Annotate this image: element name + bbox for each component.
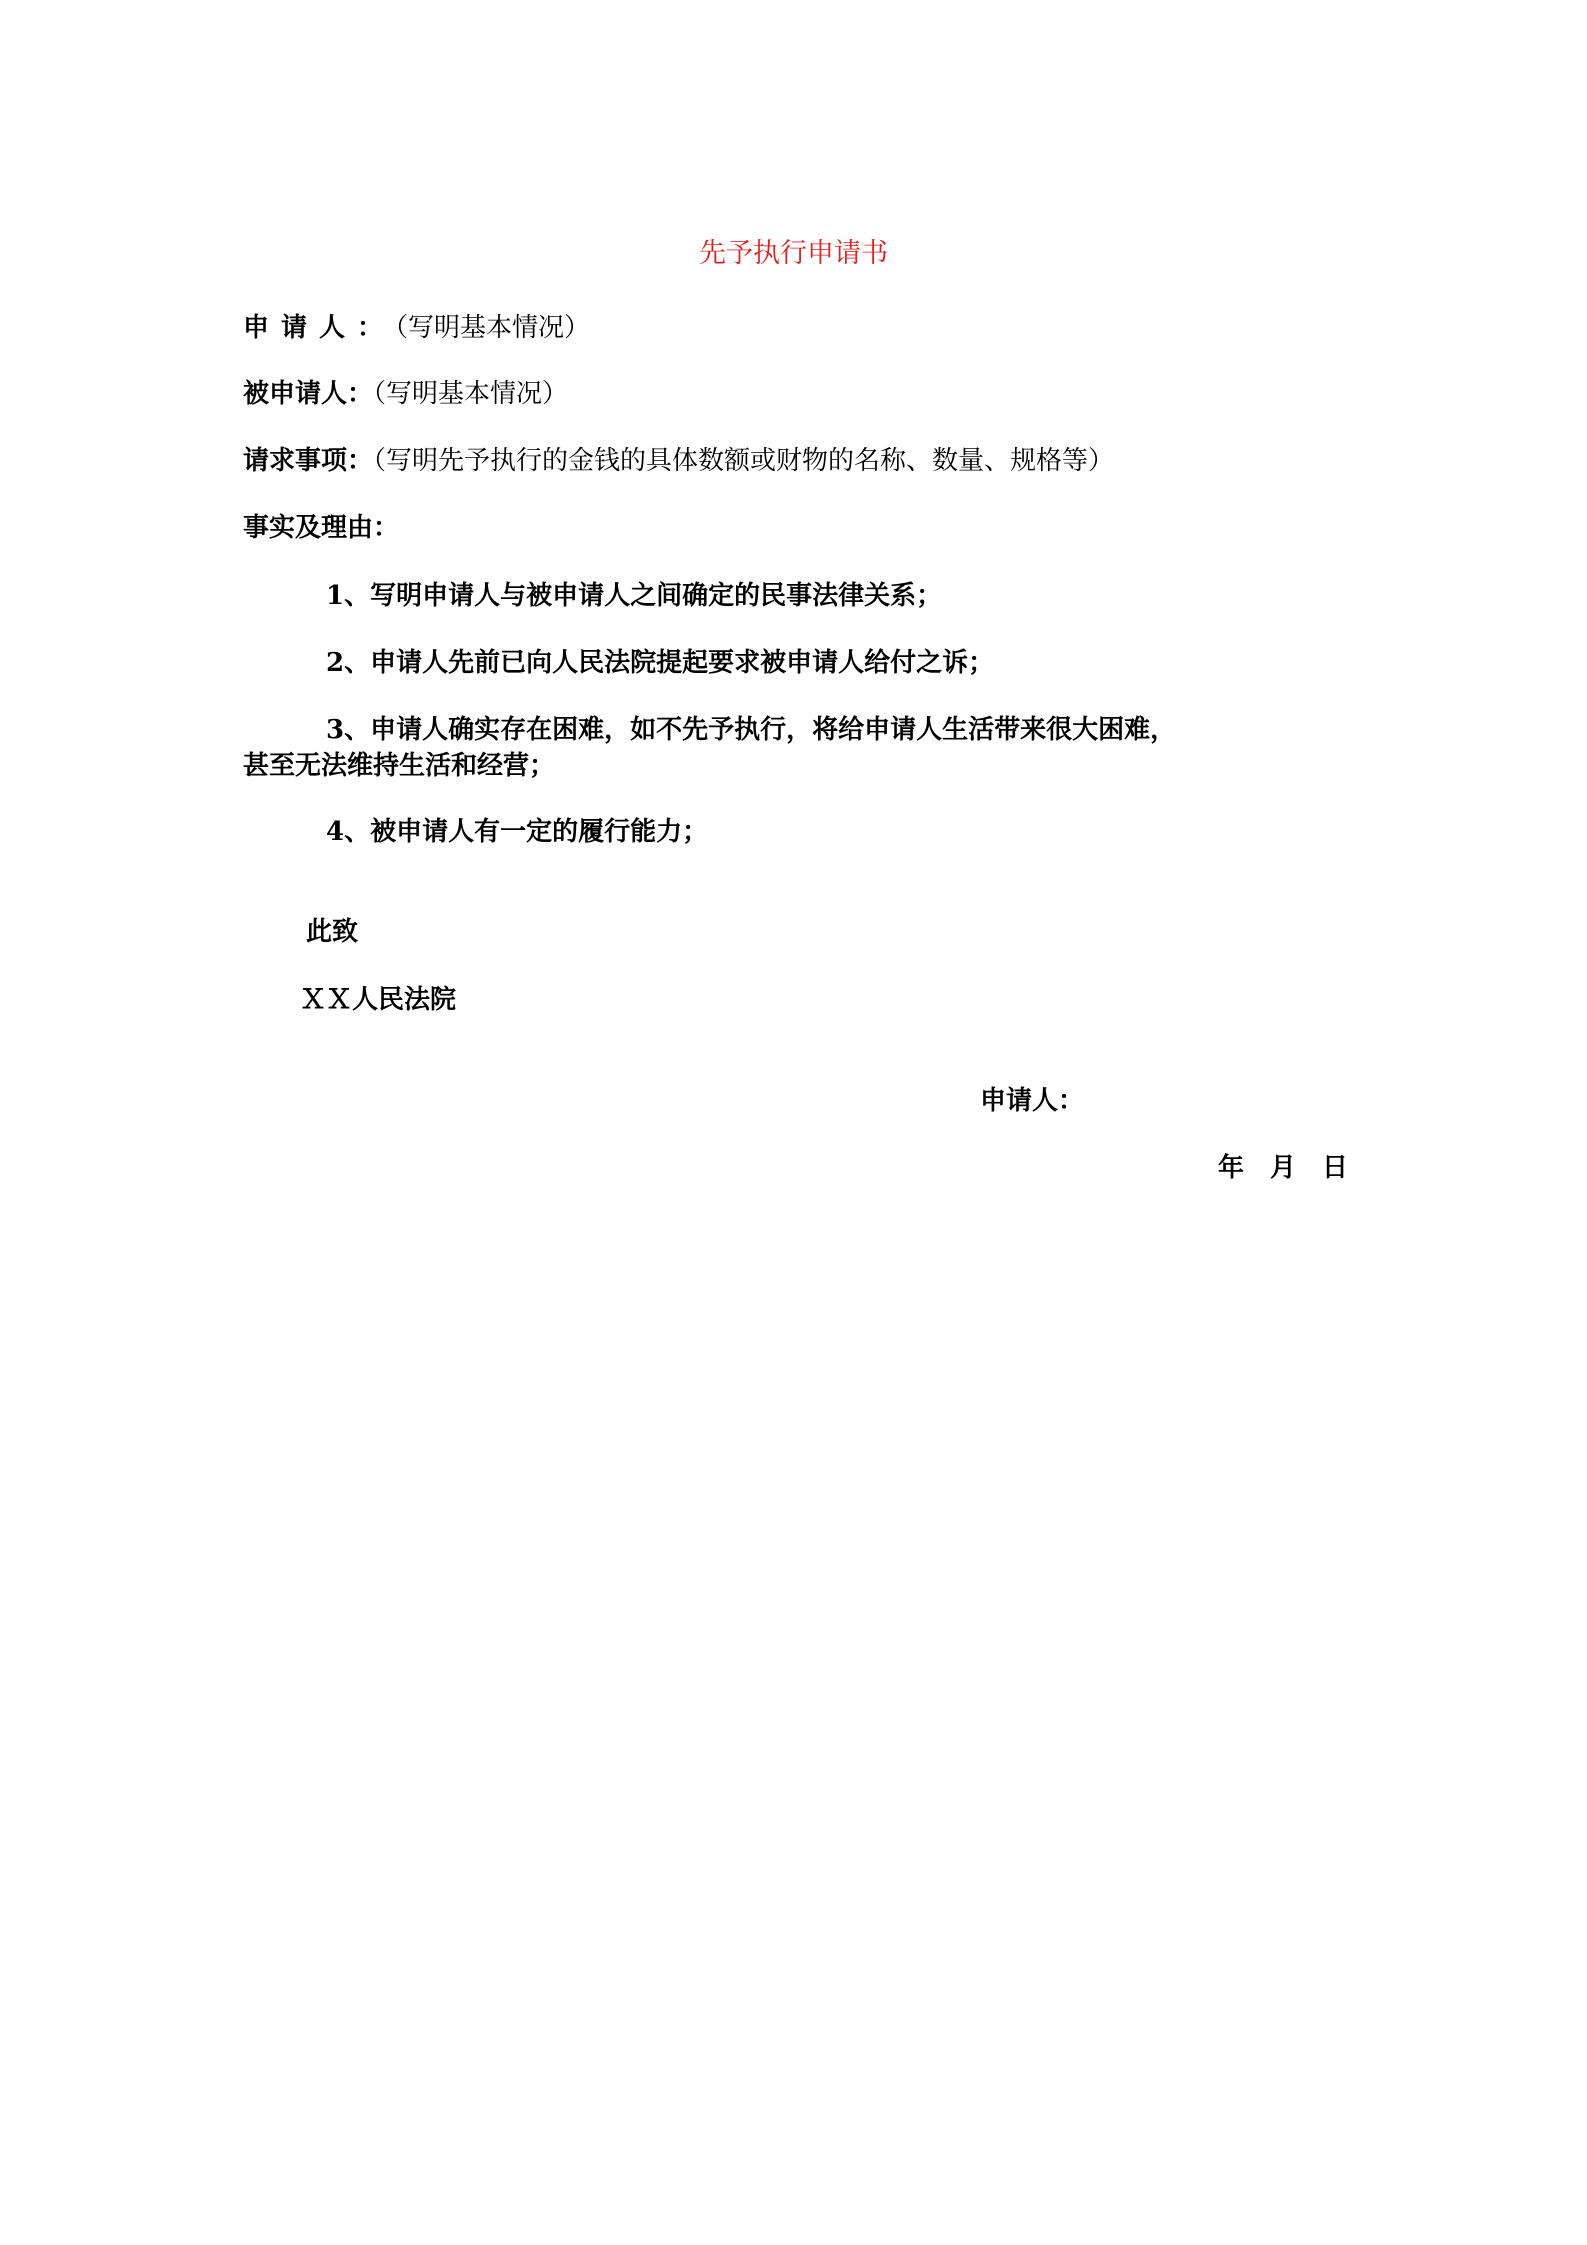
claims-label: 请求事项：	[243, 446, 374, 476]
document-title: 先予执行申请书	[699, 238, 888, 269]
respondent-note: （写明基本情况）	[373, 379, 569, 409]
applicant-line	[243, 310, 590, 346]
fact-item-4: 4、被申请人有一定的履行能力；	[326, 817, 709, 847]
signature-label: 申请人：	[980, 1086, 1085, 1116]
applicant-label: 申请人：	[243, 313, 396, 343]
respondent-label: 被申请人：	[243, 379, 374, 409]
date-label: 年 月 日	[1218, 1153, 1349, 1183]
claims-line	[243, 443, 1114, 479]
respondent-line	[243, 376, 568, 412]
fact-item-3: 3、申请人确实存在困难，如不先予执行，将给申请人生活带来很大困难，	[326, 715, 1177, 745]
claims-note: （写明先予执行的金钱的具体数额或财物的名称、数量、规格等）	[373, 446, 1115, 476]
facts-heading: 事实及理由：	[243, 513, 400, 543]
fact-item-2: 2、申请人先前已向人民法院提起要求被申请人给付之诉；	[326, 648, 995, 678]
closing-salutation: 此致	[306, 917, 359, 947]
court-name: ＸＸ人民法院	[300, 985, 457, 1015]
fact-item-1: 1、写明申请人与被申请人之间确定的民事法律关系；	[326, 581, 943, 611]
fact-item-3-continuation: 甚至无法维持生活和经营；	[243, 751, 556, 781]
applicant-note: （写明基本情况）	[395, 313, 591, 343]
